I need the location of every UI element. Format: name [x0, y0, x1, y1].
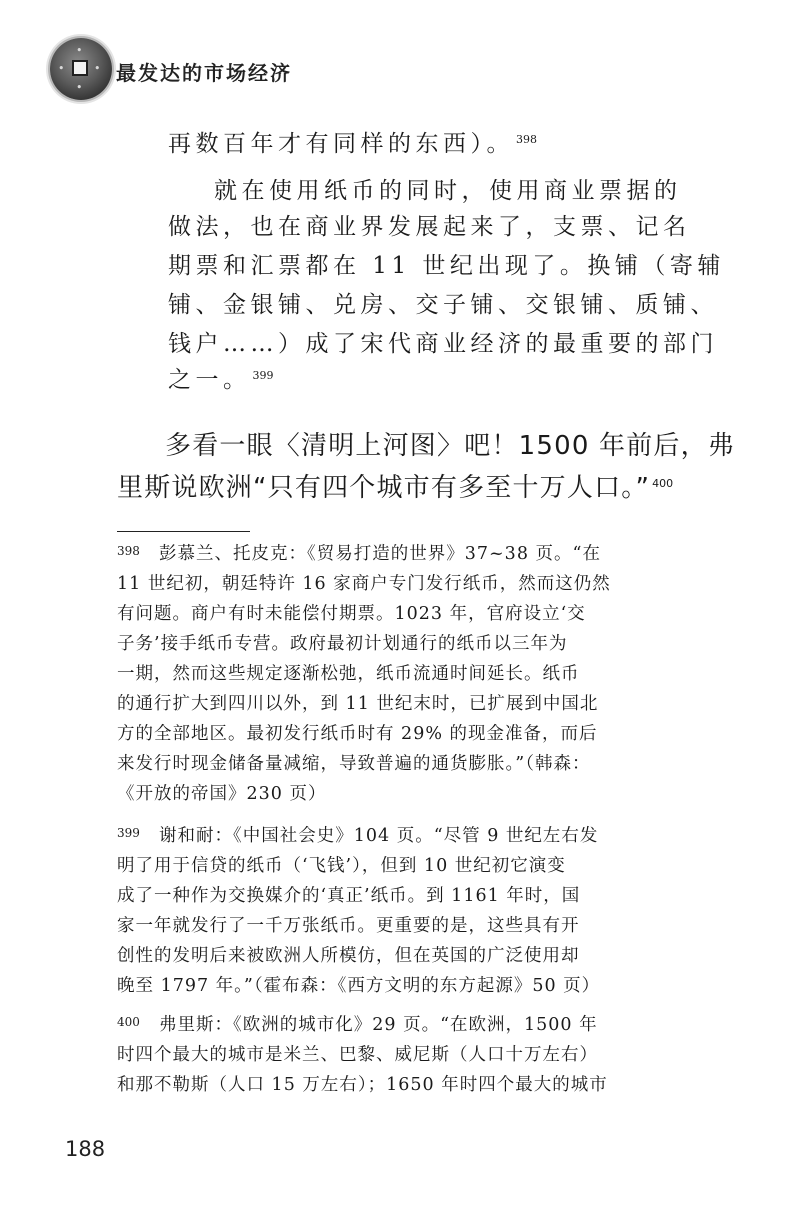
body-line: 做法，也在商业界发展起来了，支票、记名: [168, 214, 691, 240]
footnote-ref-398: 398: [516, 133, 537, 146]
footnote-398-line: 方的全部地区。最初发行纸币时有 29% 的现金准备，而后: [117, 724, 598, 744]
footnote-398-line: 11 世纪初，朝廷特许 16 家商户专门发行纸币，然而这仍然: [117, 574, 611, 594]
footnote-398-line: 398 彭慕兰、托皮克：《贸易打造的世界》37~38 页。“在: [117, 542, 601, 566]
footnote-number: 398: [117, 544, 140, 558]
coin-logo-icon: • • • •: [50, 38, 112, 100]
body-line: 就在使用纸币的同时，使用商业票据的: [214, 178, 682, 204]
commentary-line: 多看一眼〈清明上河图〉吧！1500 年前后，弗: [165, 431, 736, 461]
footnote-400-line: 时四个最大的城市是米兰、巴黎、威尼斯（人口十万左右）: [117, 1045, 598, 1065]
footnote-398-line: 子务’接手纸币专营。政府最初计划通行的纸币以三年为: [117, 634, 568, 654]
footnote-number: 400: [117, 1015, 140, 1029]
footnote-399-line: 晚至 1797 年。”（霍布森：《西方文明的东方起源》50 页）: [117, 976, 601, 996]
body-line: 钱户……）成了宋代商业经济的最重要的部门: [168, 331, 718, 357]
body-line: 之一。 $^{399}$: [168, 367, 274, 393]
footnote-399-line: 成了一种作为交换媒介的‘真正’纸币。到 1161 年时，国: [117, 886, 581, 906]
footnote-400-line: 和那不勒斯（人口 15 万左右）；1650 年时四个最大的城市: [117, 1075, 608, 1095]
footnote-399-line: 399 谢和耐：《中国社会史》104 页。“尽管 9 世纪左右发: [117, 824, 598, 848]
footnote-398-line: 有问题。商户有时未能偿付期票。1023 年，官府设立‘交: [117, 604, 586, 624]
footnote-398-line: 一期，然而这些规定逐渐松弛，纸币流通时间延长。纸币: [117, 664, 580, 684]
footnote-398-line: 《开放的帝国》230 页）: [117, 784, 327, 804]
footnote-ref-400: 400: [652, 477, 674, 490]
footnote-ref-399: 399: [252, 369, 274, 382]
footnote-398-line: 的通行扩大到四川以外，到 11 世纪末时，已扩展到中国北: [117, 694, 599, 714]
page-number: 188: [65, 1137, 106, 1161]
footnote-number: 399: [117, 826, 140, 840]
commentary-line: 里斯说欧洲“只有四个城市有多至十万人口。” $^{400}$: [117, 473, 674, 503]
body-line: 铺、金银铺、兑房、交子铺、交银铺、质铺、: [168, 292, 718, 318]
body-line: 再数百年才有同样的东西）。 $^{398}$: [168, 131, 537, 157]
footnote-rule: [117, 531, 250, 532]
footnote-399-line: 创性的发明后来被欧洲人所模仿，但在英国的广泛使用却: [117, 946, 580, 966]
body-line: 期票和汇票都在 11 世纪出现了。换铺（寄辅: [168, 253, 725, 279]
footnote-400-line: 400 弗里斯：《欧洲的城市化》29 页。“在欧洲，1500 年: [117, 1013, 598, 1037]
footnote-399-line: 家一年就发行了一千万张纸币。更重要的是，这些具有开: [117, 916, 580, 936]
header-title: 最发达的市场经济: [116, 61, 292, 85]
footnote-399-line: 明了用于信贷的纸币（‘飞钱’），但到 10 世纪初它演变: [117, 856, 566, 876]
footnote-398-line: 来发行时现金储备量减缩，导致普遍的通货膨胀。”（韩森：: [117, 754, 591, 774]
